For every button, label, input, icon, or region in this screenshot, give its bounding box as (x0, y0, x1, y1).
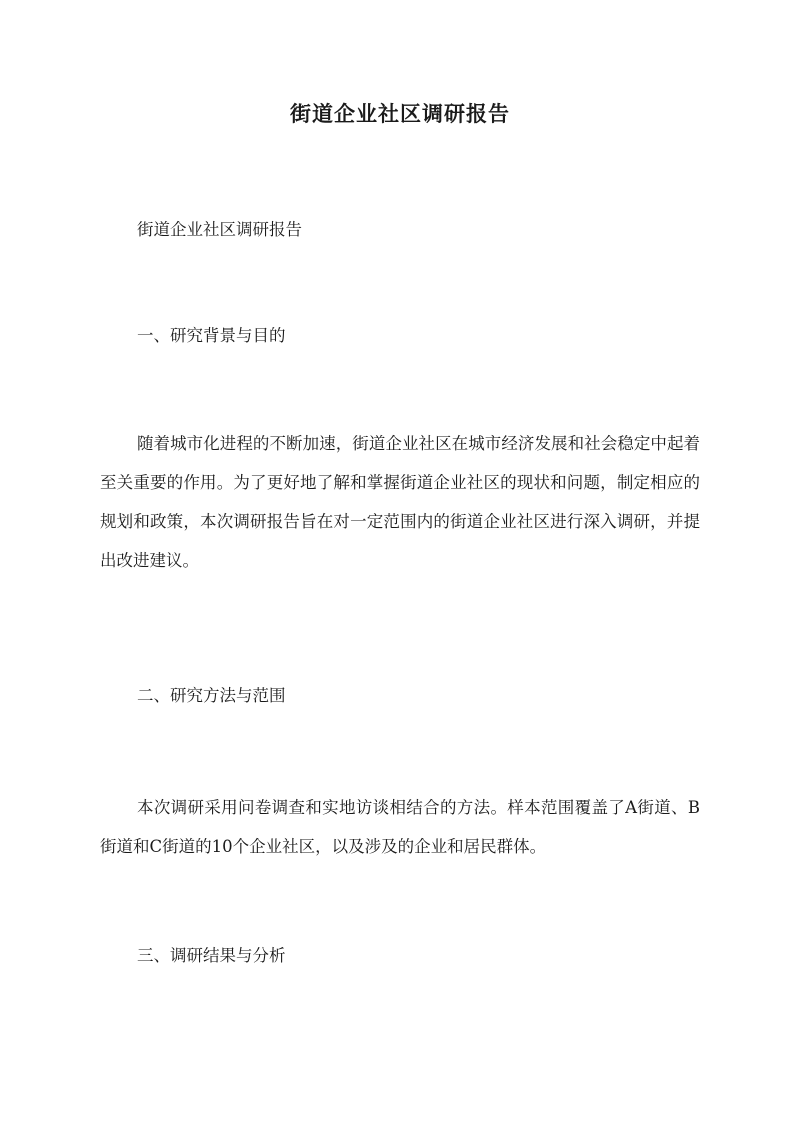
section-heading-1: 一、研究背景与目的 (137, 326, 286, 345)
section-heading-2: 二、研究方法与范围 (137, 686, 286, 705)
section-body-1: 随着城市化进程的不断加速，街道企业社区在城市经济发展和社会稳定中起着至关重要的作用。为了更好地了解和掌握街道企业社区的现状和问题，制定相应的规划和政策，本次调研报告旨在对一定范围内的街道企业社区进行深入调研，并提出改进建议。 (100, 434, 700, 570)
section-heading-3: 三、调研结果与分析 (137, 946, 286, 965)
document-title: 街道企业社区调研报告 (290, 101, 510, 126)
document-subtitle: 街道企业社区调研报告 (137, 220, 302, 239)
section-body-2: 本次调研采用问卷调查和实地访谈相结合的方法。样本范围覆盖了A街道、B街道和C街道的10个企业社区，以及涉及的企业和居民群体。 (100, 798, 700, 856)
